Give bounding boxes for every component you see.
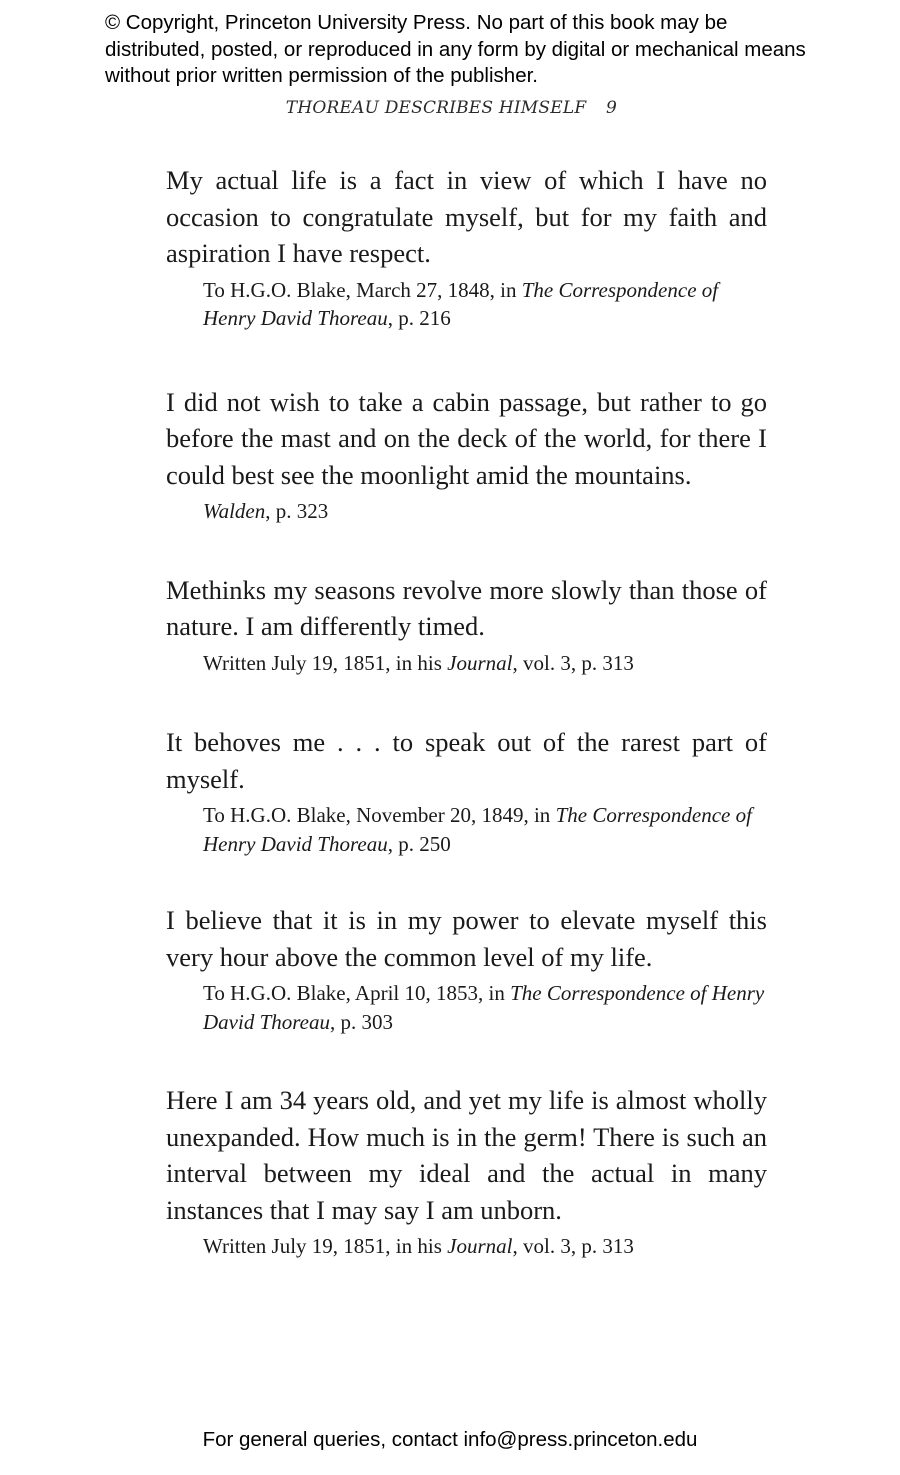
source-title: The Correspondence of Henry David Thoreau (203, 803, 752, 856)
quote-block (166, 162, 767, 333)
quote-text: Here I am 34 years old, and yet my life is almost wholly unexpanded. How much is in the germ! There is such an interval between my ideal and the actual in many instances that I may say I am unborn. (166, 1085, 767, 1225)
quote-source (203, 979, 767, 1036)
quote-text: Methinks my seasons revolve more slowly than those of nature. I am differently timed. (166, 574, 767, 641)
source-suffix: , vol. 3, p. 313 (512, 1234, 634, 1258)
quote-block (166, 1082, 767, 1261)
source-prefix: Written July 19, 1851, in his (203, 1234, 448, 1258)
source-prefix: To H.G.O. Blake, March 27, 1848, in (203, 277, 522, 302)
page-number: 9 (605, 98, 617, 118)
quote-text: It behoves me . . . to speak out of the rarest part of myself. (166, 727, 767, 794)
quote-block (166, 724, 767, 858)
running-head (0, 98, 617, 118)
source-suffix: , p. 250 (387, 831, 451, 856)
source-title: The Correspondence of Henry David Thoreau (203, 277, 719, 330)
source-title: The Correspondence of Henry David Thoreau (203, 981, 765, 1034)
quote-text: I believe that it is in my power to elevate myself this very hour above the common level of my life. (166, 905, 767, 972)
source-suffix: , vol. 3, p. 313 (512, 650, 634, 675)
source-prefix: Written July 19, 1851, in his (203, 650, 448, 675)
quote-source (203, 276, 767, 333)
quote-source (203, 801, 767, 858)
source-suffix: , p. 216 (387, 306, 451, 330)
source-suffix: , p. 303 (329, 1009, 393, 1034)
quotes-list (166, 162, 767, 1261)
source-prefix: To H.G.O. Blake, April 10, 1853, in (203, 981, 511, 1005)
quote-text: My actual life is a fact in view of which I have no occasion to congratulate myself, but for my faith and aspiration I have respect. (166, 165, 767, 268)
footer-contact: For general queries, contact info@press.princeton.edu (202, 1428, 698, 1451)
quote-source (203, 649, 767, 678)
quote-block (166, 902, 767, 1036)
source-title: Walden (203, 499, 266, 523)
source-title: Journal (447, 650, 513, 675)
quote-source (203, 1232, 767, 1261)
quote-source (203, 497, 767, 526)
copyright-notice: © Copyright, Princeton University Press. No part of this book may be distributed, posted, or reproduced in any form by digital or mechanical means without prior written permission of the publisher. (105, 11, 806, 87)
source-title: Journal (447, 1234, 513, 1258)
quote-block (166, 572, 767, 678)
running-head-title: THOREAU DESCRIBES HIMSELF (285, 98, 587, 118)
quote-block (166, 384, 767, 526)
quote-text: I did not wish to take a cabin passage, but rather to go before the mast and on the deck of the world, for there I could best see the moonlight amid the mountains. (166, 386, 767, 490)
source-suffix: , p. 323 (265, 499, 329, 523)
source-prefix: To H.G.O. Blake, November 20, 1849, in (203, 803, 556, 827)
